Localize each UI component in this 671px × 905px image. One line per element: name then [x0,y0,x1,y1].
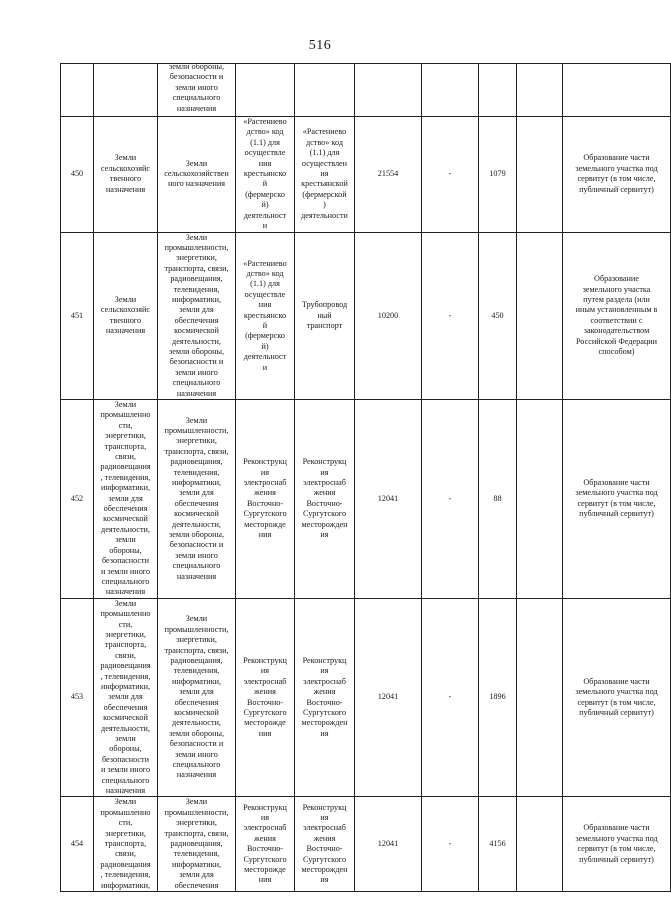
row-number-cell: 452 [61,400,94,599]
method-cell: Образование части земельного участка под сервитут (в том числе, публичный сервитут) [563,797,671,892]
row-number-cell: 451 [61,232,94,400]
target-category-cell: Земли промышленности, энергетики, транспорта, связи, радиовещания, телевидения, информатики, земли для обеспечения космической деятельности, земли обороны, безопасности и земли иного специального назначения [158,232,236,400]
current-category-cell: Земли промышленно сти, энергетики, транспорта, связи, радиовещания , телевидения, информатики, земли для обеспечения космической деятельности, земли обороны, безопасности и земли иного специального назначения [94,598,158,797]
area-cell: 21554 [355,117,422,232]
dash-cell: - [422,117,479,232]
part-area-cell: 450 [479,232,517,400]
table-row [61,400,671,599]
target-use-cell: «Растениево дство» код (1.1) для осуществле ния крестьянско й (фермерско й) деятельност и [236,117,295,232]
extra-cell [517,64,563,117]
target-use-cell: Реконструкц ия электроснаб жения Восточно- Сургутского месторожде ния [236,797,295,892]
target-use-cell: Реконструкц ия электроснаб жения Восточно- Сургутского месторожде ния [236,400,295,599]
dash-cell: - [422,598,479,797]
part-area-cell [479,64,517,117]
part-area-cell: 1896 [479,598,517,797]
dash-cell: - [422,400,479,599]
facility-cell: Реконструкц ия электроснаб жения Восточно- Сургутского месторожден ия [295,797,355,892]
current-category-cell: Земли промышленно сти, энергетики, транспорта, связи, радиовещания , телевидения, информатики, [94,797,158,892]
row-number-cell [61,64,94,117]
area-cell: 12041 [355,797,422,892]
row-number-cell: 450 [61,117,94,232]
page-number: 516 [308,38,332,53]
extra-cell [517,598,563,797]
table-row [61,598,671,797]
land-plots-table [60,63,671,892]
area-cell [355,64,422,117]
dash-cell: - [422,797,479,892]
current-category-cell: Земли сельскохозяйс твенного назначения [94,117,158,232]
part-area-cell: 88 [479,400,517,599]
dash-cell [422,64,479,117]
facility-cell: «Растениево дство» код (1.1) для осуществлен ия крестьянской (фермерской ) деятельности [295,117,355,232]
target-category-cell: земли обороны, безопасности и земли иного специального назначения [158,64,236,117]
target-category-cell: Земли промышленности, энергетики, транспорта, связи, радиовещания, телевидения, информатики, земли для обеспечения космической деятельности, земли обороны, безопасности и земли иного специального назначения [158,400,236,599]
area-cell: 10200 [355,232,422,400]
method-cell: Образование части земельного участка под сервитут (в том числе, публичный сервитут) [563,400,671,599]
dash-cell: - [422,232,479,400]
current-category-cell: Земли сельскохозяйс твенного назначения [94,232,158,400]
target-use-cell [236,64,295,117]
current-category-cell [94,64,158,117]
target-category-cell: Земли промышленности, энергетики, транспорта, связи, радиовещания, телевидения, информатики, земли для обеспечения [158,797,236,892]
method-cell [563,64,671,117]
table-row [61,232,671,400]
area-cell: 12041 [355,400,422,599]
current-category-cell: Земли промышленно сти, энергетики, транспорта, связи, радиовещания , телевидения, информатики, земли для обеспечения космической деятельности, земли обороны, безопасности и земли иного специального назначения [94,400,158,599]
target-category-cell: Земли сельскохозяйствен ного назначения [158,117,236,232]
facility-cell: Реконструкц ия электроснаб жения Восточно- Сургутского месторожден ия [295,400,355,599]
facility-cell: Трубопровод ный транспорт [295,232,355,400]
extra-cell [517,400,563,599]
extra-cell [517,232,563,400]
row-number-cell: 453 [61,598,94,797]
facility-cell [295,64,355,117]
target-category-cell: Земли промышленности, энергетики, транспорта, связи, радиовещания, телевидения, информатики, земли для обеспечения космической деятельности, земли обороны, безопасности и земли иного специального назначения [158,598,236,797]
extra-cell [517,797,563,892]
table-row [61,117,671,232]
table-row [61,64,671,117]
row-number-cell: 454 [61,797,94,892]
target-use-cell: «Растениево дство» код (1.1) для осуществле ния крестьянско й (фермерско й) деятельност и [236,232,295,400]
extra-cell [517,117,563,232]
part-area-cell: 1079 [479,117,517,232]
method-cell: Образование части земельного участка под сервитут (в том числе, публичный сервитут) [563,598,671,797]
facility-cell: Реконструкц ия электроснаб жения Восточно- Сургутского месторожден ия [295,598,355,797]
table-row [61,797,671,892]
part-area-cell: 4156 [479,797,517,892]
area-cell: 12041 [355,598,422,797]
method-cell: Образование земельного участка путем раздела (или иным установленным в соответствии с законодательством Российской Федерации способом) [563,232,671,400]
method-cell: Образование части земельного участка под сервитут (в том числе, публичный сервитут) [563,117,671,232]
target-use-cell: Реконструкц ия электроснаб жения Восточно- Сургутского месторожде ния [236,598,295,797]
